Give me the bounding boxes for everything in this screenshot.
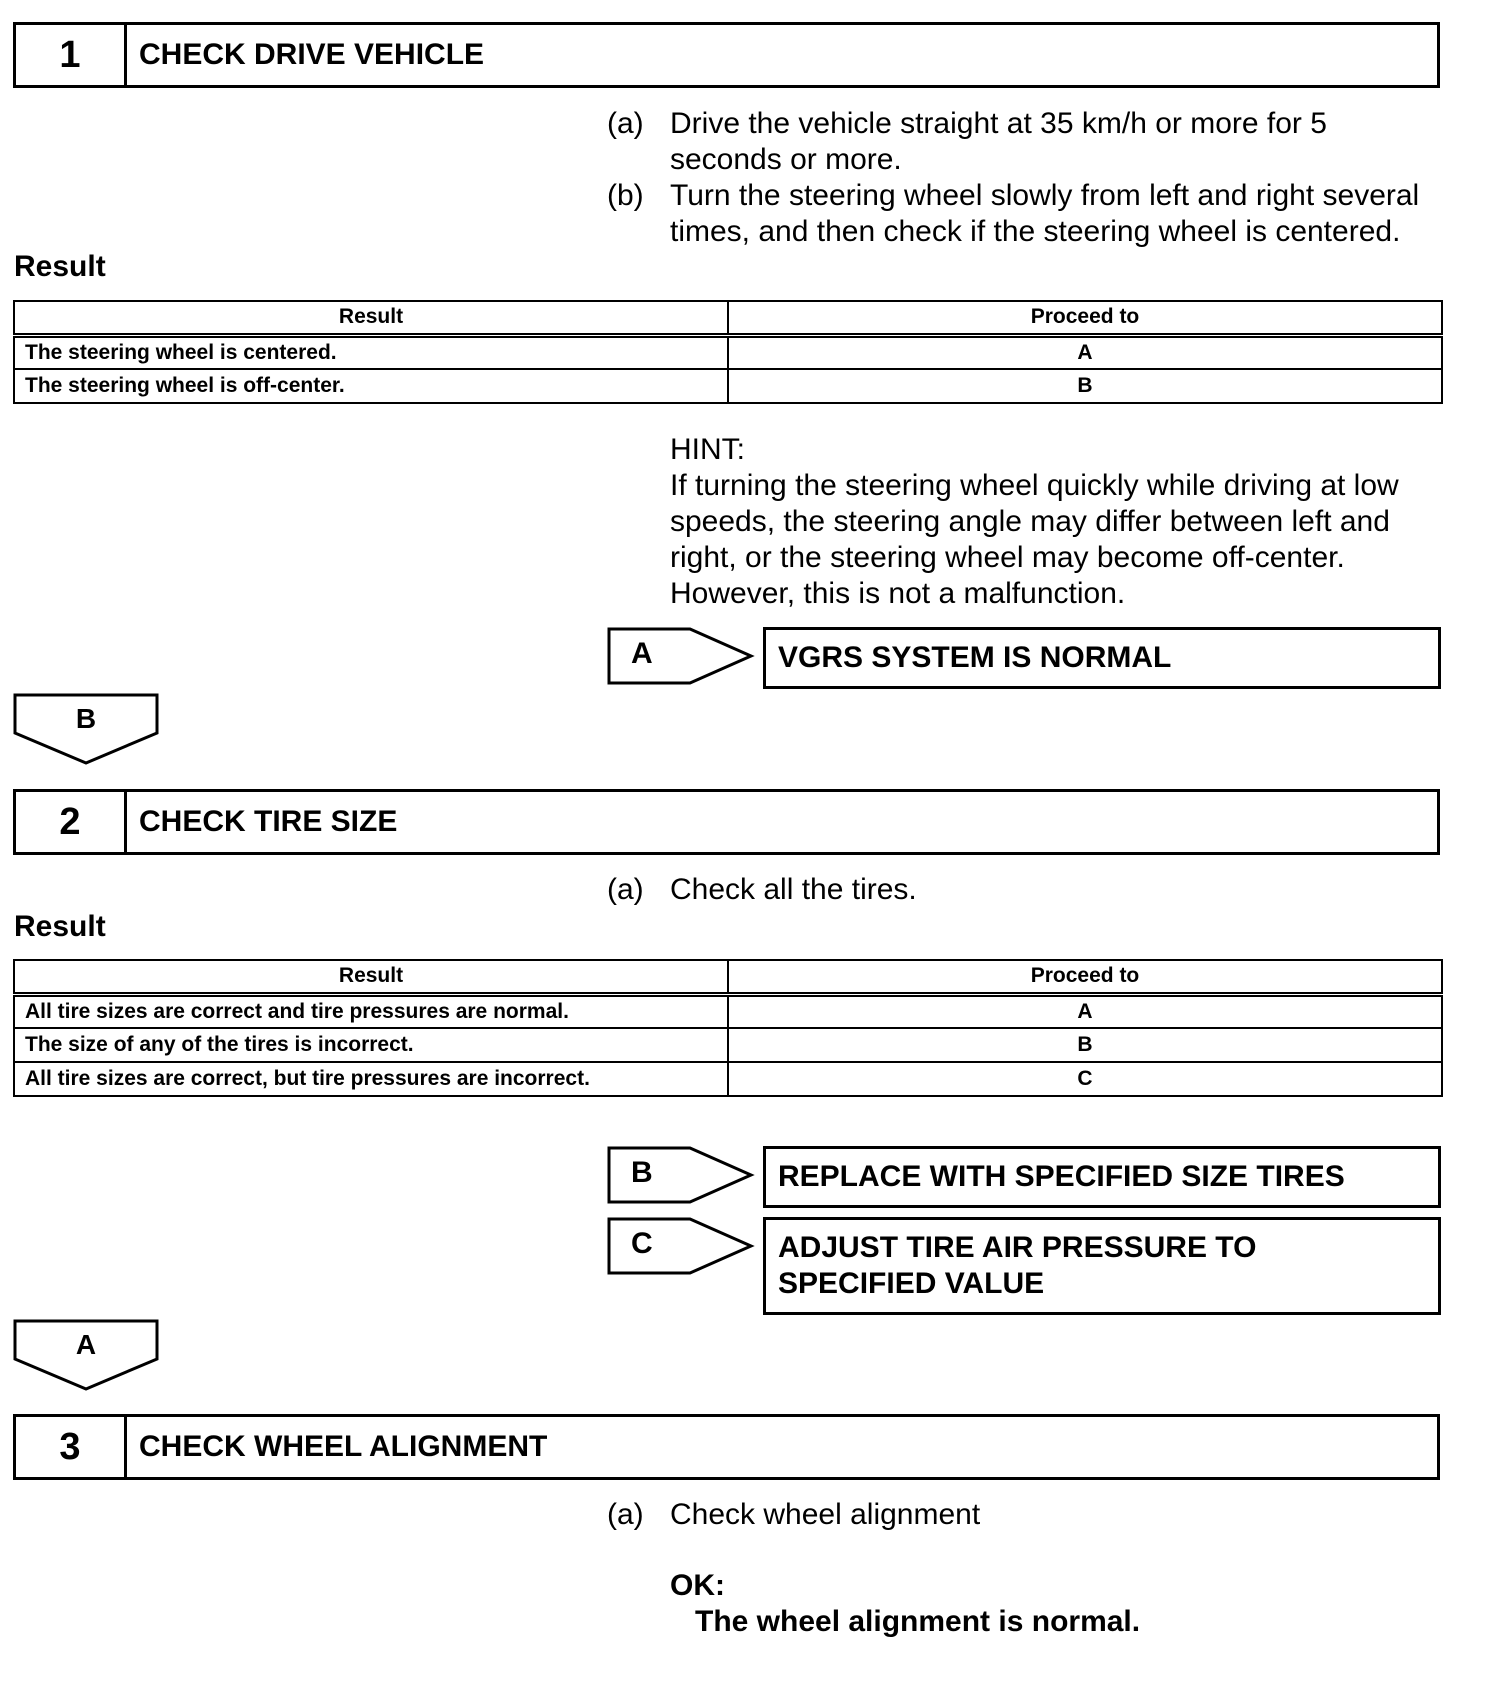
branch-tag-label: C <box>631 1227 653 1260</box>
item-label: (b) <box>607 179 644 212</box>
ok-text: The wheel alignment is normal. <box>695 1605 1141 1638</box>
right-arrow-shape-icon <box>607 627 757 685</box>
step-title: CHECK TIRE SIZE <box>139 805 398 838</box>
table-header-row <box>14 960 1442 994</box>
action-box <box>763 1217 1441 1315</box>
result-cell: The steering wheel is off-center. <box>14 369 728 403</box>
column-header-result: Result <box>14 301 728 335</box>
table-row <box>14 335 1442 369</box>
proceed-cell: B <box>728 369 1442 403</box>
action-box <box>763 1146 1441 1208</box>
table-header-row <box>14 301 1442 335</box>
table-row <box>14 1062 1442 1096</box>
step-3-item-a <box>607 1497 1447 1533</box>
item-label: (a) <box>607 873 644 906</box>
item-text-line: Check wheel alignment <box>670 1498 981 1531</box>
right-arrow-shape-icon <box>607 1217 757 1275</box>
result-heading: Result <box>14 250 106 283</box>
branch-arrow-tag <box>607 1146 757 1204</box>
result-cell: The steering wheel is centered. <box>14 335 728 369</box>
branch-tag-label: A <box>631 637 653 670</box>
result-cell: All tire sizes are correct and tire pressures are normal. <box>14 994 728 1028</box>
hint-line: If turning the steering wheel quickly while driving at low <box>670 469 1399 502</box>
right-arrow-shape-icon <box>607 1146 757 1204</box>
item-text-line: Drive the vehicle straight at 35 km/h or more for 5 <box>670 107 1327 140</box>
action-text: VGRS SYSTEM IS NORMAL <box>778 641 1172 674</box>
proceed-cell: A <box>728 994 1442 1028</box>
proceed-cell: A <box>728 335 1442 369</box>
item-text-line: times, and then check if the steering wheel is centered. <box>670 215 1401 248</box>
action-box <box>763 627 1441 689</box>
table-row <box>14 1028 1442 1062</box>
column-header-result: Result <box>14 960 728 994</box>
item-text-line: Turn the steering wheel slowly from left and right several <box>670 179 1420 212</box>
proceed-cell: B <box>728 1028 1442 1062</box>
step-2-result-table <box>13 959 1443 1097</box>
result-cell: The size of any of the tires is incorrect. <box>14 1028 728 1062</box>
step-number: 2 <box>16 792 127 852</box>
continue-arrow-tag <box>13 1319 159 1391</box>
step-number: 3 <box>16 1417 127 1477</box>
hint-label: HINT: <box>670 433 745 466</box>
step-1-item-a <box>607 106 1447 178</box>
step-1-header <box>13 22 1440 88</box>
step-number: 1 <box>16 25 127 85</box>
item-label: (a) <box>607 107 644 140</box>
step-3-header <box>13 1414 1440 1480</box>
item-text-line: Check all the tires. <box>670 873 917 906</box>
branch-arrow-tag <box>607 627 757 685</box>
column-header-proceed: Proceed to <box>728 301 1442 335</box>
ok-label: OK: <box>670 1569 725 1602</box>
continue-tag-label: B <box>75 703 97 734</box>
hint-line: speeds, the steering angle may differ between left and <box>670 505 1390 538</box>
branch-tag-label: B <box>631 1156 653 1189</box>
proceed-cell: C <box>728 1062 1442 1096</box>
result-heading: Result <box>14 910 106 943</box>
hint-line: right, or the steering wheel may become off-center. <box>670 541 1345 574</box>
step-1-item-b <box>607 178 1447 250</box>
column-header-proceed: Proceed to <box>728 960 1442 994</box>
step-1-result-table <box>13 300 1443 404</box>
step-2-header <box>13 789 1440 855</box>
step-2-item-a <box>607 872 1447 908</box>
table-row <box>14 994 1442 1028</box>
continue-arrow-tag <box>13 693 159 765</box>
action-text: REPLACE WITH SPECIFIED SIZE TIRES <box>778 1160 1345 1193</box>
hint-line: However, this is not a malfunction. <box>670 577 1126 610</box>
action-text-line: ADJUST TIRE AIR PRESSURE TO <box>778 1231 1257 1264</box>
hint-block <box>670 432 1399 612</box>
action-text-line: SPECIFIED VALUE <box>778 1267 1045 1300</box>
table-row <box>14 369 1442 403</box>
item-text-line: seconds or more. <box>670 143 902 176</box>
continue-tag-label: A <box>75 1329 97 1360</box>
branch-arrow-tag <box>607 1217 757 1275</box>
step-title: CHECK DRIVE VEHICLE <box>139 38 485 71</box>
item-label: (a) <box>607 1498 644 1531</box>
step-title: CHECK WHEEL ALIGNMENT <box>139 1430 548 1463</box>
result-cell: All tire sizes are correct, but tire pressures are incorrect. <box>14 1062 728 1096</box>
